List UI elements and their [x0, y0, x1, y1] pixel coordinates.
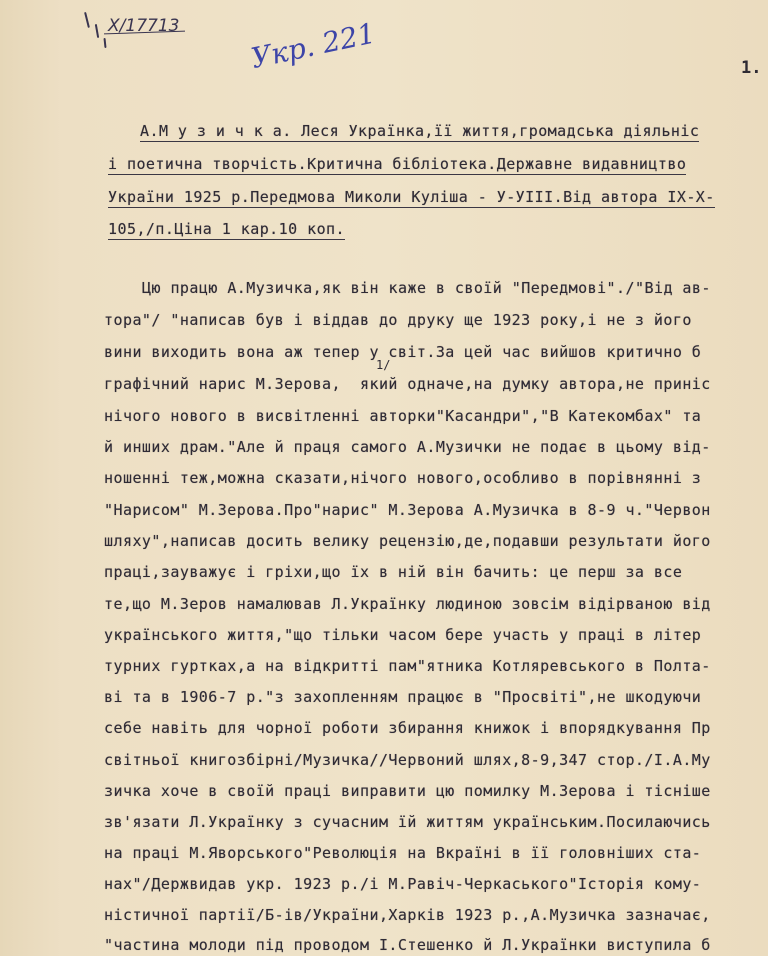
- body-line: графічний нарис М.Зерова, який одначе,на думку автора,не приніс: [104, 375, 711, 393]
- body-line: ношенні теж,можна сказати,нічого нового,особливо в порівнянні з: [104, 469, 702, 487]
- body-line: українського життя,"що тільки часом бере участь у праці в літер: [104, 626, 702, 644]
- body-line: праці,зауважує і гріхи,що їх в ній він бачить: це перш за все: [104, 563, 683, 581]
- bibliography-line: України 1925 р.Передмова Миколи Куліша - У-УІІІ.Від автора ІХ-Х-: [108, 188, 715, 206]
- bibliography-line: і поетична творчість.Критична бібліотека.Державне видавництво: [108, 155, 687, 173]
- body-line: "Нарисом" М.Зерова.Про"нарис" М.Зерова А.Музичка в 8-9 ч."Червон: [104, 501, 711, 519]
- body-line: Цю працю А.Музичка,як він каже в своїй "Передмові"./"Від ав-: [142, 279, 711, 297]
- body-line: зв'язати Л.Українку з сучасним їй життям українським.Посилаючись: [104, 813, 711, 831]
- body-line: ністичної партії/Б-ів/України,Харків 1923 р.,А.Музичка зазначає,: [104, 906, 711, 924]
- handwritten-note: Укр. 221: [248, 16, 379, 75]
- body-line: ві та в 1906-7 р."з захопленням працює в "Просвіті",не шкодуючи: [104, 688, 702, 706]
- body-line: нічого нового в висвітленні авторки"Касандри","В Катекомбах" та: [104, 407, 702, 425]
- bibliography-line: 105,/п.Ціна 1 кар.10 коп.: [108, 220, 346, 238]
- footnote-mark: 1/: [376, 358, 391, 372]
- page-number: 1.: [741, 58, 762, 78]
- body-line: "частина молоди під проводом І.Стешенко й Л.Українки виступила б: [104, 936, 711, 954]
- body-line: турних гуртках,а на відкритті пам"ятника Котляревського в Полта-: [104, 657, 711, 675]
- body-line: на праці М.Яворського"Революція на Вкраїні в її головніших ста-: [104, 844, 702, 862]
- body-line: й инших драм."Але й праця самого А.Музички не подає в цьому від-: [104, 438, 711, 456]
- body-line: вини виходить вона аж тепер у світ.За цей час вийшов критично б: [104, 343, 702, 361]
- body-line: шляху",написав досить велику рецензію,де,подавши результати його: [104, 532, 711, 550]
- archive-mark: Х/17713: [108, 16, 180, 36]
- body-line: нах"/Держвидав укр. 1923 р./і М.Равіч-Черкаського"Історія кому-: [104, 875, 702, 893]
- body-line: те,що М.Зеров намалював Л.Українку людиною зовсім відірваною від: [104, 595, 711, 613]
- body-line: тора"/ "написав був і віддав до друку ще 1923 року,і не з його: [104, 311, 692, 329]
- body-line: зичка хоче в своїй праці виправити цю помилку М.Зерова і тісніше: [104, 782, 711, 800]
- bibliography-line: А.М у з и ч к а. Леся Українка,її життя,громадська діяльніс: [140, 122, 700, 140]
- body-line: світньої книгозбірні/Музичка//Червоний шлях,8-9,347 стор./І.А.Му: [104, 751, 711, 769]
- body-line: себе навіть для чорної роботи збирання книжок і впорядкування Пр: [104, 719, 711, 737]
